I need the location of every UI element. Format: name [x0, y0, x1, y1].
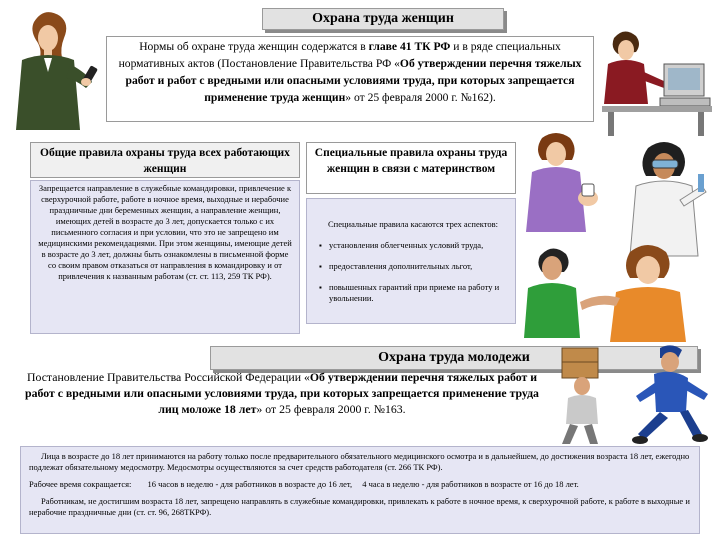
running-worker-illustration — [620, 342, 720, 446]
youth-restrictions-paragraph: Работникам, не достигшим возраста 18 лет, запрещено направлять в служебные командировки, привлекать к работе в ночное время, к сверхурочной работе, к работе в выходные и нерабочие праздничные дни (ст. ст. 96, 268ТКРФ). — [29, 496, 690, 517]
youth-intro-bold: Об утверждении перечня тяжелых работ и работ с вредными или опасными условиями труда, при которых запрещается применение труда лиц моложе 18 лет — [25, 370, 539, 416]
general-rules-title: Общие правила охраны труда всех работающих женщин — [30, 142, 300, 178]
woman-with-cup-illustration — [518, 128, 610, 238]
youth-hours-paragraph — [29, 479, 691, 490]
special-rules-text — [306, 198, 516, 324]
youth-details — [20, 446, 700, 534]
women-intro-bold-1: главе 41 ТК РФ — [368, 40, 451, 53]
woman-at-computer-illustration — [594, 24, 718, 140]
man-carrying-box-illustration — [548, 342, 620, 446]
youth-intro-text-1: Постановление Правительства Российской Федерации « — [26, 370, 310, 384]
youth-section-title: Охрана труда молодежи — [210, 346, 698, 370]
youth-hours-label: Рабочее время сокращается: — [29, 479, 132, 489]
youth-intro-text-2: » от 25 февраля 2000 г. №163. — [256, 402, 406, 416]
women-intro-text-1: Нормы об охране труда женщин содержатся в — [139, 40, 369, 53]
youth-hours-under16: 16 часов в неделю - для работников в возрасте до 16 лет, — [147, 479, 353, 489]
businesswoman-phone-illustration — [0, 4, 106, 144]
special-rules-title: Специальные правила охраны труда женщин в связи с материнством — [306, 142, 516, 194]
mother-and-child-illustration — [520, 232, 710, 342]
special-rules-item: ▪ предоставления дополнительных льгот, — [319, 261, 507, 272]
women-intro-text-2: и в ряде специальных нормативных актов (Постановление Правительства РФ « — [118, 40, 561, 70]
youth-hours-16to18: 4 часа в неделю - для работников в возрасте от 16 до 18 лет. — [362, 479, 579, 489]
youth-intro — [20, 369, 544, 429]
special-rules-item: ▪ повышенных гарантий при приеме на работу и увольнении. — [319, 282, 507, 304]
women-section-title: Охрана труда женщин — [262, 8, 504, 30]
special-rules-item: ▪ установления облегченных условий труда, — [319, 240, 507, 251]
women-intro — [106, 36, 594, 122]
women-intro-bold-2: Об утверждении перечня тяжелых работ и работ с вредными или опасными условиями труда, при которых запрещается применение труда женщин — [125, 57, 582, 104]
general-rules-text: Запрещается направление в служебные командировки, привлечение к сверхурочной работе, работе в ночное время, выходные и нерабочие праздничные дни беременных женщин, а направление женщин, имеющих детей в возрасте до 3 лет, допускается только с их письменного согласия и при условии, что это не запрещено им медицинскими рекомендациями. При этом женщины, имеющие детей в возрасте до 3 лет, должны быть ознакомлены в письменной форме со своим правом отказаться от направления в командировку и от привлечения к названным работам (ст. ст. 113, 259 ТК РФ). — [30, 180, 300, 334]
special-rules-list — [319, 240, 507, 304]
women-intro-text-3: » от 25 февраля 2000 г. №162). — [345, 91, 496, 104]
special-rules-intro: Специальные правила касаются трех аспектов: — [328, 219, 498, 229]
youth-medical-paragraph: Лица в возрасте до 18 лет принимаются на работу только после предварительного обязательного медицинского осмотра и в дальнейшем, до достижения возраста 18 лет, ежегодно подлежат обязательному медосмотру. Медосмотры осуществляются за счет средств работодателя (ст. 266 ТК РФ). — [29, 451, 690, 472]
